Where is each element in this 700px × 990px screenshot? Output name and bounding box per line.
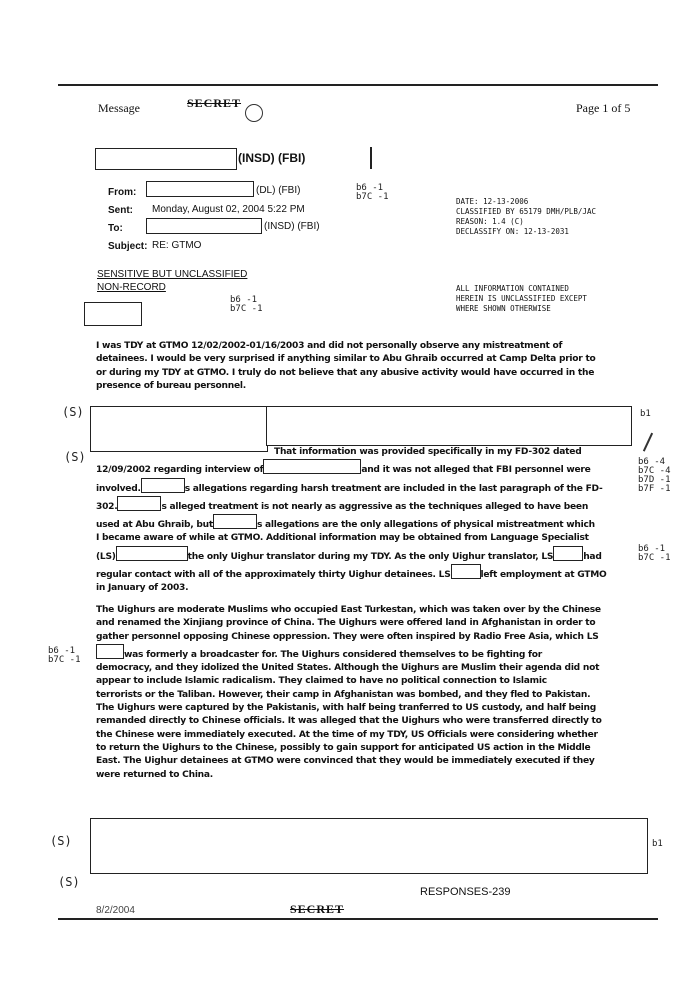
subject-value: RE: GTMO: [152, 240, 202, 251]
exemption-code: b1: [652, 839, 663, 849]
message-label: Message: [98, 101, 140, 115]
text-line: presence of bureau personnel.: [96, 380, 246, 391]
from-label: From:: [108, 187, 137, 198]
text-line: 12/09/2002 regarding interview of: [96, 465, 264, 476]
text-line: the only Uighur translator during my TDY. As the only Uighur translator, LS: [187, 551, 554, 562]
text-line: was formerly a broadcaster for. The Uighurs considered themselves to be fighting for: [124, 649, 542, 660]
header-classification: SECRET: [187, 96, 242, 110]
to-label: To:: [108, 223, 123, 234]
text-line: left employment at GTMO: [480, 570, 607, 581]
to-suffix: (INSD) (FBI): [264, 221, 320, 232]
from-suffix: (DL) (FBI): [256, 185, 301, 196]
text-line: East. The Uighur detainees at GTMO were convinced that they would be immediately executed if they: [96, 756, 595, 767]
classification-circle-icon: [245, 104, 263, 122]
margin-slash: [643, 433, 653, 452]
text-line: remanded directly to Chinese officials. It was alleged that the Uighurs who were transferred directly to: [96, 716, 602, 727]
redaction-box: [146, 218, 262, 234]
exemption-code: b6 -1 b7C -1: [230, 295, 263, 314]
redaction-box: [553, 546, 583, 561]
exemption-code: b1: [640, 409, 651, 419]
text-line: appear to include Islamic radicalism. They claimed to have no political connection to Islamic: [96, 676, 547, 687]
portion-mark: (S): [64, 450, 86, 464]
sent-value: Monday, August 02, 2004 5:22 PM: [152, 204, 305, 215]
text-line: I was TDY at GTMO 12/02/2002-01/16/2003 and did not personally observe any mistreatment of: [96, 341, 563, 351]
portion-mark: (S): [58, 875, 80, 889]
redaction-box: [141, 478, 185, 493]
bottom-rule: [58, 918, 658, 920]
redaction-box: [213, 514, 257, 529]
text-line: 302.: [96, 501, 118, 512]
text-line: the Chinese were immediately executed. At the time of my TDY, US Officials were considering whether: [96, 729, 598, 740]
text-line: or during my TDY at GTMO. I truly do not believe that any abusive activity would have occurred in the: [96, 367, 595, 378]
exemption-code: b6 -1 b7C -1: [48, 646, 81, 665]
redaction-box: [263, 459, 361, 474]
text-line: s allegations regarding harsh treatment are included in the last paragraph of the FD-: [184, 483, 603, 494]
redaction-box: [451, 564, 481, 579]
sent-label: Sent:: [108, 205, 133, 216]
text-line: s alleged treatment is not nearly as aggressive as the techniques alleged to have been: [161, 501, 589, 512]
text-line: in January of 2003.: [96, 583, 189, 594]
redaction-box: [146, 181, 254, 197]
text-line: The Uighurs were captured by the Pakistanis, with half being tranferred to US custody, and half being: [96, 703, 597, 714]
text-line: involved.: [96, 483, 141, 494]
top-rule: [58, 84, 658, 86]
vertical-tick: [370, 147, 372, 169]
paragraph-2: [96, 446, 628, 596]
exemption-code: b6 -1 b7C -1: [356, 183, 389, 202]
text-line: The Uighurs are moderate Muslims who occupied East Turkestan, which was taken over by the Chinese: [96, 605, 601, 615]
nonrecord-marking: NON-RECORD: [97, 282, 166, 293]
text-line: detainees. I would be very surprised if anything similar to Abu Ghraib occurred at Camp Delta prior to: [96, 354, 596, 365]
text-line: That information was provided specifically in my FD-302 dated: [274, 447, 582, 457]
text-line: used at Abu Ghraib, but: [96, 520, 213, 531]
subject-label: Subject:: [108, 241, 148, 252]
text-line: s allegations are the only allegations of physical mistreatment which: [256, 520, 595, 531]
redaction-box: [266, 406, 632, 446]
redaction-box: [90, 818, 648, 874]
declassification-stamp: DATE: 12-13-2006 CLASSIFIED BY 65179 DMH/PLB/JAC REASON: 1.4 (C) DECLASSIFY ON: 12-13-2031: [456, 197, 596, 236]
text-line: terrorists or the Taliban. However, their camp in Afghanistan was bombed, and they fled to Pakistan.: [96, 689, 591, 700]
text-line: regular contact with all of the approximately thirty Uighur detainees. LS: [96, 570, 451, 581]
responses-id: RESPONSES-239: [420, 886, 511, 898]
text-line: to return the Uighurs to the Chinese, possibly to gain support for anticipated US action in the Middle: [96, 742, 591, 753]
portion-mark: (S): [50, 834, 72, 848]
text-line: democracy, and they idolized the United States. Although the Uighurs are Muslim their agenda did not: [96, 663, 600, 674]
text-line: (LS): [96, 551, 116, 562]
redaction-box: [117, 496, 161, 511]
text-line: were returned to China.: [96, 769, 214, 780]
unclassified-notice-stamp: ALL INFORMATION CONTAINED HEREIN IS UNCLASSIFIED EXCEPT WHERE SHOWN OTHERWISE: [456, 284, 587, 313]
exemption-code: b6 -1 b7C -1: [638, 544, 671, 563]
recipient-suffix: (INSD) (FBI): [238, 151, 306, 165]
footer-date: 8/2/2004: [96, 905, 135, 916]
text-line: gather personnel opposing Chinese oppression. They were often inspired by Radio Free Asia, which LS: [96, 631, 599, 642]
redaction-box: [84, 302, 142, 326]
page-number: Page 1 of 5: [576, 101, 631, 115]
redaction-box: [96, 644, 124, 659]
text-line: had: [583, 551, 602, 562]
portion-mark: (S): [62, 405, 84, 419]
redaction-box: [95, 148, 237, 170]
text-line: and renamed the Xinjiang province of China. The Uighurs were offered land in Afghanistan in order to: [96, 618, 596, 629]
sbu-marking: SENSITIVE BUT UNCLASSIFIED: [97, 269, 248, 280]
paragraph-1: [96, 340, 628, 393]
exemption-code: b6 -4 b7C -4 b7D -1 b7F -1: [638, 457, 671, 494]
paragraph-3: [96, 604, 628, 782]
redaction-box: [116, 546, 188, 561]
footer-classification: SECRET: [290, 902, 345, 916]
text-line: and it was not alleged that FBI personnel were: [361, 465, 591, 476]
text-line: I became aware of while at GTMO. Additional information may be obtained from Language Specialist: [96, 533, 589, 544]
